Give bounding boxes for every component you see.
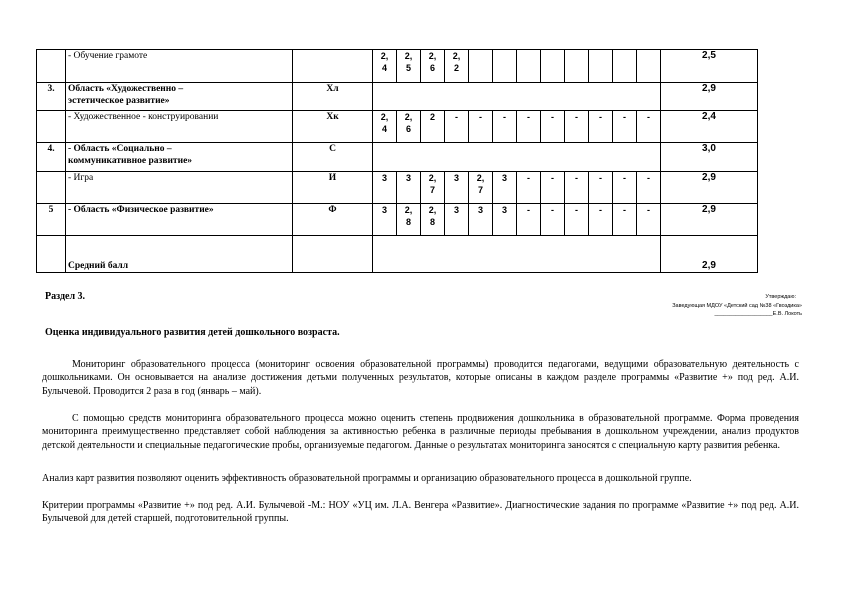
- row-name-cell: - Обучение грамоте: [66, 50, 293, 83]
- score-cell: 2, 4: [373, 50, 397, 83]
- table-row: [37, 172, 758, 204]
- merged-score-cell: [373, 236, 661, 273]
- score-cell: -: [613, 111, 637, 143]
- row-name-cell: - Художественное - конструировании: [66, 111, 293, 143]
- score-cell: -: [589, 172, 613, 204]
- score-cell: -: [637, 172, 661, 204]
- paragraph: Мониторинг образовательного процесса (мониторинг освоения образовательной программы) проводится педагогами, ведущими образовательную деятельность с дошкольниками. Он основывается на анализе достижения детьми полученных результатов, которые описаны в каждом разделе программы «Развитие +» под ред. А.И. Булычевой. Проводится 2 раза в год (январь – май).: [42, 359, 799, 397]
- row-average-cell: 2,9: [661, 204, 758, 236]
- score-cell: 2, 4: [373, 111, 397, 143]
- score-cell: -: [469, 111, 493, 143]
- score-cell: -: [517, 111, 541, 143]
- row-code-cell: И: [293, 172, 373, 204]
- score-cell: 2, 7: [469, 172, 493, 204]
- score-cell: 3: [373, 204, 397, 236]
- row-name-cell: - Область «Социально – коммуникативное развитие»: [66, 143, 293, 172]
- row-number-cell: [37, 172, 66, 204]
- score-cell: [589, 50, 613, 83]
- score-cell: [565, 50, 589, 83]
- score-cell: -: [445, 111, 469, 143]
- row-code-cell: Хл: [293, 83, 373, 111]
- score-cell: -: [517, 204, 541, 236]
- paragraph: Анализ карт развития позволяют оценить эффективность образовательной программы и организацию образовательного процесса в дошкольной группе.: [42, 473, 692, 484]
- row-number-cell: [37, 50, 66, 83]
- score-cell: 3: [445, 172, 469, 204]
- row-number-cell: 5: [37, 204, 66, 236]
- score-cell: -: [541, 204, 565, 236]
- score-cell: 2, 2: [445, 50, 469, 83]
- row-average-cell: 2,9: [661, 236, 758, 273]
- table-row: [37, 111, 758, 143]
- row-code-cell: С: [293, 143, 373, 172]
- score-cell: -: [589, 204, 613, 236]
- row-number-cell: [37, 236, 66, 273]
- score-cell: [541, 50, 565, 83]
- approval-line: Утверждаю:: [765, 294, 796, 300]
- score-cell: -: [493, 111, 517, 143]
- score-cell: [469, 50, 493, 83]
- row-average-cell: 2,5: [661, 50, 758, 83]
- score-cell: [637, 50, 661, 83]
- score-cell: 3: [493, 204, 517, 236]
- score-cell: -: [637, 204, 661, 236]
- section-title: Раздел 3.: [45, 291, 86, 302]
- row-code-cell: Ф: [293, 204, 373, 236]
- row-name-cell: - Область «Физическое развитие»: [66, 204, 293, 236]
- score-cell: 3: [469, 204, 493, 236]
- score-cell: -: [613, 172, 637, 204]
- paragraph: С помощью средств мониторинга образовательного процесса можно оценить степень продвижения дошкольника в образовательной программе. Форма проведения мониторинга преимущественно представляет собой наблюдения за активностью ребенка в различные периоды пребывания в дошкольном учреждении, анализ продуктов детской деятельности и специальные педагогические пробы, организуемые педагогом. Данные о результатах мониторинга заносятся с специальную карту развития ребенка.: [42, 413, 799, 451]
- score-cell: -: [589, 111, 613, 143]
- score-cell: [493, 50, 517, 83]
- table-row: [37, 143, 758, 172]
- row-name-cell: - Игра: [66, 172, 293, 204]
- row-code-cell: [293, 50, 373, 83]
- score-cell: -: [541, 111, 565, 143]
- row-number-cell: 4.: [37, 143, 66, 172]
- row-name-cell: Средний балл: [66, 236, 293, 273]
- score-cell: 3: [373, 172, 397, 204]
- table-row: [37, 50, 758, 83]
- paragraph: Критерии программы «Развитие +» под ред. А.И. Булычевой -М.: НОУ «УЦ им. Л.А. Венгера «Развитие». Диагностические задания по программе «Развитие +» под ред. А.И. Булычевой для детей старшей, подготовительной группы.: [42, 500, 799, 525]
- row-average-cell: 2,9: [661, 83, 758, 111]
- score-cell: 2, 6: [397, 111, 421, 143]
- score-cell: 3: [445, 204, 469, 236]
- score-cell: -: [517, 172, 541, 204]
- score-cell: -: [565, 172, 589, 204]
- row-average-cell: 2,4: [661, 111, 758, 143]
- score-cell: 2: [421, 111, 445, 143]
- score-cell: 2, 6: [421, 50, 445, 83]
- approval-block: [672, 294, 802, 317]
- approval-line: Заведующая МДОУ «Детский сад №38 «Гвоздика»: [672, 303, 802, 309]
- page-heading: Оценка индивидуального развития детей дошкольного возраста.: [45, 327, 340, 338]
- row-average-cell: 3,0: [661, 143, 758, 172]
- table-row: [37, 83, 758, 111]
- row-code-cell: [293, 236, 373, 273]
- merged-score-cell: [373, 83, 661, 111]
- score-cell: -: [637, 111, 661, 143]
- score-cell: 3: [397, 172, 421, 204]
- score-cell: [517, 50, 541, 83]
- row-number-cell: 3.: [37, 83, 66, 111]
- results-table: [36, 49, 758, 273]
- row-name-cell: Область «Художественно – эстетическое развитие»: [66, 83, 293, 111]
- score-cell: [613, 50, 637, 83]
- row-average-cell: 2,9: [661, 172, 758, 204]
- merged-score-cell: [373, 143, 661, 172]
- score-cell: -: [541, 172, 565, 204]
- approval-signature: ___________________Е.В. Локоть: [714, 311, 802, 317]
- score-cell: 2, 8: [397, 204, 421, 236]
- score-cell: -: [565, 111, 589, 143]
- table-row: [37, 204, 758, 236]
- row-number-cell: [37, 111, 66, 143]
- score-cell: 2, 5: [397, 50, 421, 83]
- score-cell: -: [613, 204, 637, 236]
- table-row: [37, 236, 758, 273]
- score-cell: 2, 7: [421, 172, 445, 204]
- row-code-cell: Хк: [293, 111, 373, 143]
- score-cell: 3: [493, 172, 517, 204]
- score-cell: -: [565, 204, 589, 236]
- score-cell: 2, 8: [421, 204, 445, 236]
